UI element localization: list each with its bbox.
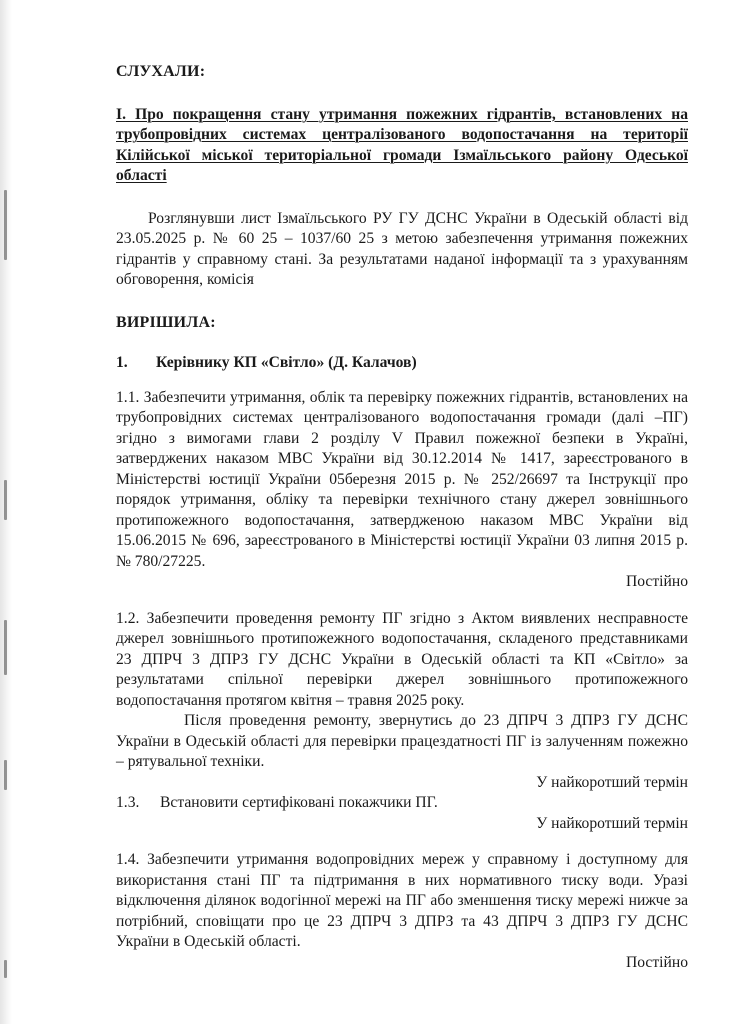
intro-paragraph: Розглянувши лист Ізмаїльського РУ ГУ ДСНС України в Одеській області від 23.05.2025 р. № 60 25 – 1037/60 25 з метою забезпечення утримання пожежних гідрантів у справному стані. За результатами наданої інформації та з урахуванням обговорення, комісія: [116, 209, 688, 288]
scan-mark: [4, 620, 7, 675]
scan-mark: [4, 190, 7, 260]
scan-mark: [4, 480, 7, 520]
heard-heading: СЛУХАЛИ:: [116, 63, 206, 80]
section-1-heading: [116, 353, 688, 374]
item-1-3-number: 1.3.: [116, 794, 140, 811]
item-1-4-term: Постійно: [625, 953, 688, 971]
item-1-3-term: У найкоротший термін: [536, 814, 688, 832]
item-1-2-text: 1.2. Забезпечити проведення ремонту ПГ згідно з Актом виявлених несправносте джерел зовнішнього протипожежного водопостачання, складеного представниками 23 ДПРЧ 3 ДПРЗ ГУ ДСНС України в Одеській області та КП «Світло» за результатами спільної перевірки джерел зовнішнього протипожежного водопостачання протягом квітня – травня 2025 року.: [116, 609, 688, 709]
section-1-title: Керівнику КП «Світло» (Д. Калачов): [156, 354, 417, 371]
item-1-3: [116, 793, 688, 814]
scan-mark: [4, 960, 7, 978]
item-1-2-followup: Після проведення ремонту, звернутись до 23 ДПРЧ 3 ДПРЗ ГУ ДСНС України в Одеській області для перевірки працездатності ПГ із залученням пожежно – рятувальної техніки.: [116, 712, 688, 770]
item-1-3-text: Встановити сертифіковані покажчики ПГ.: [160, 794, 438, 811]
item-1-4-text: 1.4. Забезпечити утримання водопровідних мереж у справному і доступному для використання стані ПГ та підтримання в них нормативного тиску води. Уразі відключення ділянок водогінної мережі на ПГ або зменшення тиску мережі нижче за потрібний, сповіщати про це 23 ДПРЧ 3 ДПРЗ та 43 ДПРЧ 3 ДПРЗ ГУ ДСНС України в Одеській області.: [116, 851, 688, 950]
item-1-1-term: Постійно: [625, 573, 688, 590]
topic-title: І. Про покращення стану утримання пожежних гідрантів, встановлених на трубопровідних системах централізованого водопостачання на території Кілійської міської територіальної громади Ізмаїльського району Одеської області: [116, 105, 688, 184]
item-1-1-text: 1.1. Забезпечити утримання, облік та перевірку пожежних гідрантів, встановлених на трубопровідних системах централізованого водопостачання громади (далі –ПГ) згідно з вимогами глави 2 розділу V Правил пожежної безпеки в Україні, затверджених наказом МВС України від 30.12.2014 № 1417, зареєстрованого в Міністерстві юстиції України 05березня 2015 р. № 252/26697 та Інструкції про порядок утримання, обліку та перевірки технічного стану джерел зовнішнього протипожежного водопостачання, затвердженою наказом МВС України від 15.06.2015 № 696, зареєстрованого в Міністерстві юстиції України 03 липня 2015 р. № 780/27225.: [116, 388, 688, 570]
scan-mark: [4, 760, 7, 790]
decided-heading: ВИРІШИЛА:: [116, 313, 216, 331]
item-1-2-term: У найкоротший термін: [536, 773, 688, 791]
section-1-number: 1.: [116, 354, 128, 371]
document-page: [116, 62, 688, 973]
